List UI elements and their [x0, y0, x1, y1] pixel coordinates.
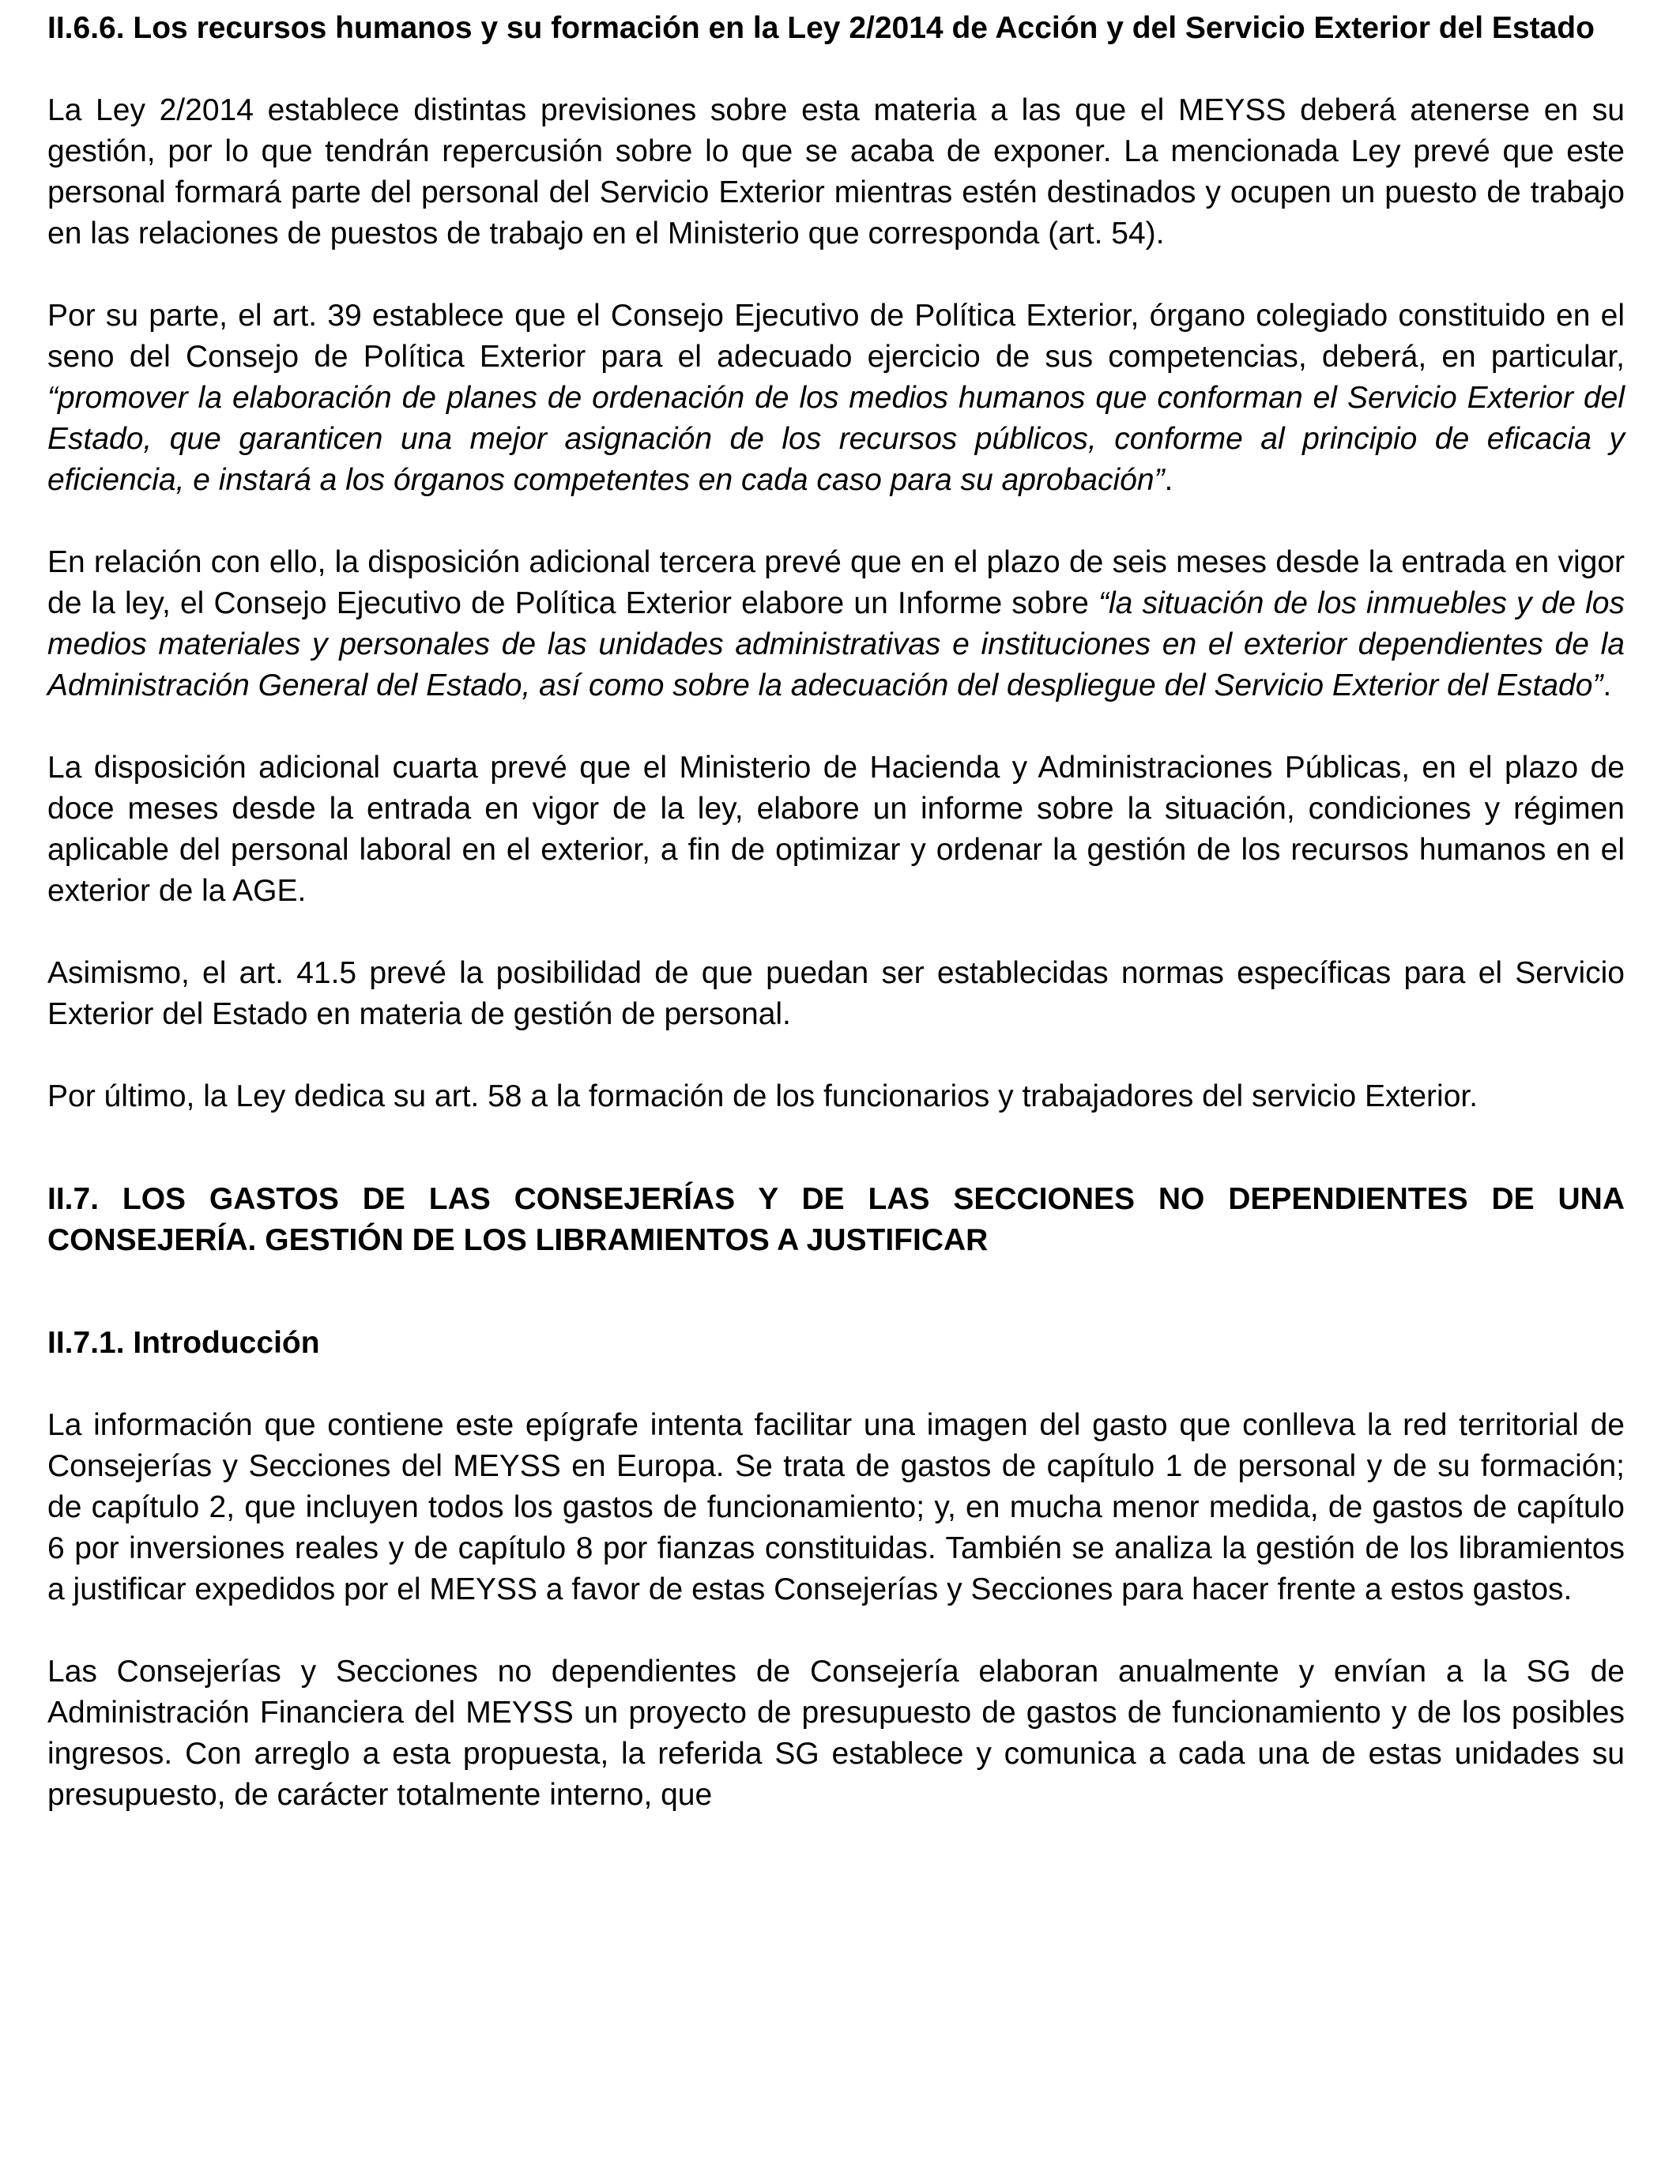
paragraph-art-58: Por último, la Ley dedica su art. 58 a la formación de los funcionarios y trabajadores del servicio Exterior.: [47, 1079, 1478, 1113]
paragraph-presupuesto: Las Consejerías y Secciones no dependientes de Consejería elaboran anualmente y envían a la SG de Administración Financiera del MEYSS un proyecto de presupuesto de gastos de funcionamiento y de los posibles ingresos. Con arreglo a esta propuesta, la referida SG establece y comunica a cada una de estas unidades su presupuesto, de carácter totalmente interno, que: [47, 1655, 1625, 1812]
paragraph-text: Por su parte, el art. 39 establece que el Consejo Ejecutivo de Política Exterior, órgano colegiado constituido en el seno del Consejo de Política Exterior para el adecuado ejercicio de sus competencias, deberá, en particular,: [47, 299, 1625, 374]
paragraph-art-41-5: Asimismo, el art. 41.5 prevé la posibilidad de que puedan ser establecidas normas específicas para el Servicio Exterior del Estado en materia de gestión de personal.: [47, 956, 1625, 1031]
paragraph-art-39: [47, 296, 1625, 501]
spacer: [47, 1035, 1625, 1076]
quoted-text: “promover la elaboración de planes de ordenación de los medios humanos que conforman el Servicio Exterior del Estado, que garanticen una mejor asignación de los recursos públicos, conforme al principio de eficacia y eficiencia, e instará a los órganos competentes en cada caso para su aprobación”: [47, 381, 1625, 497]
paragraph-introduccion: La información que contiene este epígrafe intenta facilitar una imagen del gasto que conlleva la red territorial de Consejerías y Secciones del MEYSS en Europa. Se trata de gastos de capítulo 1 de personal y de su formación; de capítulo 2, que incluyen todos los gastos de funcionamiento; y, en mucha menor medida, de gastos de capítulo 6 por inversiones reales y de capítulo 8 por fianzas constituidas. También se analiza la gestión de los libramientos a justificar expedidos por el MEYSS a favor de estas Consejerías y Secciones para hacer frente a estos gastos.: [47, 1408, 1625, 1606]
paragraph-ley-2-2014: La Ley 2/2014 establece distintas previsiones sobre esta materia a las que el MEYSS deberá atenerse en su gestión, por lo que tendrán repercusión sobre lo que se acaba de exponer. La mencionada Ley prevé que este personal formará parte del personal del Servicio Exterior mientras estén destinados y ocupen un puesto de trabajo en las relaciones de puestos de trabajo en el Ministerio que corresponda (art. 54).: [47, 93, 1625, 250]
paragraph-disposicion-cuarta: La disposición adicional cuarta prevé que el Ministerio de Hacienda y Administraciones Públicas, en el plazo de doce meses desde la entrada en vigor de la ley, elabore un informe sobre la situación, condiciones y régimen aplicable del personal laboral en el exterior, a fin de optimizar y ordenar la gestión de los recursos humanos en el exterior de la AGE.: [47, 751, 1625, 908]
section-heading-ii-7-1: II.7.1. Introducción: [47, 1326, 320, 1360]
spacer: [47, 1364, 1625, 1405]
spacer: [47, 1117, 1625, 1179]
paragraph-text: En relación con ello, la disposición adicional tercera prevé que en el plazo de seis meses desde la entrada en vigor de la ley, el Consejo Ejecutivo de Política Exterior elabore un Informe sobre: [47, 545, 1625, 620]
spacer: [47, 1261, 1625, 1323]
spacer: [47, 254, 1625, 296]
paragraph-end: .: [1164, 463, 1173, 497]
spacer: [47, 501, 1625, 542]
section-heading-ii-6-6: II.6.6. Los recursos humanos y su formación en la Ley 2/2014 de Acción y del Servicio Exterior del Estado: [47, 11, 1595, 45]
quoted-text: “la situación de los inmuebles y de los medios materiales y personales de las unidades administrativas e instituciones en el exterior dependientes de la Administración General del Estado, así como sobre la adecuación del despliegue del Servicio Exterior del Estado”: [47, 586, 1625, 702]
spacer: [47, 912, 1625, 953]
spacer: [47, 49, 1625, 90]
paragraph-disposicion-tercera: [47, 542, 1625, 706]
document-page: [47, 8, 1625, 1816]
spacer: [47, 706, 1625, 747]
section-heading-ii-7: II.7. LOS GASTOS DE LAS CONSEJERÍAS Y DE LAS SECCIONES NO DEPENDIENTES DE UNA CONSEJERÍA. GESTIÓN DE LOS LIBRAMIENTOS A JUSTIFICAR: [47, 1182, 1625, 1257]
spacer: [47, 1610, 1625, 1651]
paragraph-end: .: [1603, 668, 1612, 702]
